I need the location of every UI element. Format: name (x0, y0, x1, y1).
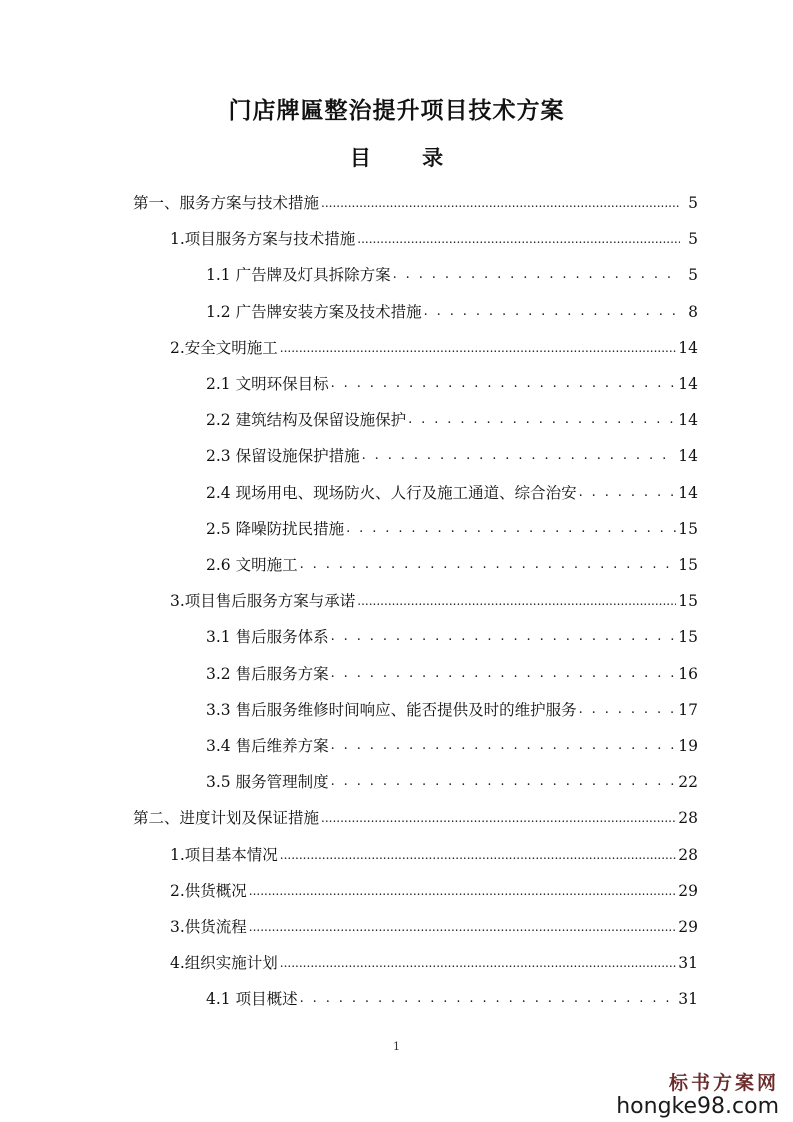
toc-entry-title: 第二、进度计划及保证措施 (133, 809, 320, 827)
toc-heading: 目 录 (349, 146, 466, 170)
toc-dot-leader (321, 805, 676, 830)
toc-entry-title: 1.项目基本情况 (170, 846, 278, 864)
toc-entry-page: 14 (678, 375, 698, 393)
toc-entry-title: 4.1 项目概述 (206, 990, 298, 1008)
toc-entry[interactable] (170, 915, 698, 939)
toc-entry[interactable] (206, 770, 698, 794)
toc-entry-page: 14 (678, 411, 698, 429)
toc-dot-leader (408, 406, 676, 432)
toc-entry-title: 2.4 现场用电、现场防火、人行及施工通道、综合治安 (206, 484, 577, 502)
toc-entry-page: 15 (678, 628, 698, 646)
toc-entry-title: 2.5 降噪防扰民措施 (206, 520, 345, 538)
toc-entry-title: 3.3 售后服务维修时间响应、能否提供及时的维护服务 (206, 701, 577, 719)
toc-entry-title: 2.1 文明环保目标 (206, 375, 329, 393)
toc-dot-leader (393, 261, 680, 287)
toc-dot-leader (280, 335, 676, 360)
toc-entry-page: 31 (678, 954, 698, 972)
toc-entry-title: 1.2 广告牌安装方案及技术措施 (206, 303, 422, 321)
toc-dot-leader (357, 588, 676, 613)
toc-entry-page: 22 (678, 773, 698, 791)
toc-entry[interactable] (206, 372, 698, 396)
toc-dot-leader (579, 696, 677, 722)
toc-entry[interactable] (206, 662, 698, 686)
toc-entry-title: 3.4 售后维养方案 (206, 737, 329, 755)
toc-entry-page: 15 (678, 556, 698, 574)
page-number: 1 (393, 1040, 400, 1053)
toc-dot-leader (249, 914, 676, 939)
toc-dot-leader (331, 370, 677, 396)
toc-entry-page: 17 (678, 701, 698, 719)
toc-dot-leader (331, 660, 677, 686)
toc-entry-page: 15 (678, 592, 698, 610)
toc-entry-page: 5 (688, 266, 698, 284)
toc-entry[interactable] (170, 336, 698, 360)
toc-entry-page: 31 (678, 990, 698, 1008)
toc-entry-page: 29 (678, 882, 698, 900)
toc-entry[interactable] (206, 300, 698, 324)
toc-entry-page: 14 (678, 339, 698, 357)
toc-entry[interactable] (206, 734, 698, 758)
toc-dot-leader (300, 551, 677, 577)
toc-entry-page: 14 (678, 484, 698, 502)
toc-dot-leader (362, 442, 677, 468)
toc-entry[interactable] (170, 951, 698, 975)
toc-entry-title: 第一、服务方案与技术措施 (133, 194, 320, 212)
toc-entry-title: 3.项目售后服务方案与承诺 (170, 592, 356, 610)
toc-entry-title: 2.3 保留设施保护措施 (206, 447, 360, 465)
toc-dot-leader (280, 842, 676, 867)
toc-entry-title: 3.供货流程 (170, 918, 247, 936)
document-title: 门店牌匾整治提升项目技术方案 (228, 98, 565, 124)
toc-entry-page: 5 (688, 194, 698, 212)
toc-entry-page: 8 (688, 303, 698, 321)
toc-entry-page: 29 (678, 918, 698, 936)
toc-entry[interactable] (170, 227, 698, 251)
toc-dot-leader (346, 515, 676, 541)
toc-dot-leader (249, 878, 676, 903)
toc-dot-leader (424, 298, 680, 324)
toc-entry-title: 1.项目服务方案与技术措施 (170, 230, 356, 248)
watermark-en: hongke98.com (616, 1094, 779, 1119)
toc-entry-title: 3.2 售后服务方案 (206, 665, 329, 683)
toc-entry[interactable] (133, 806, 698, 830)
toc-entry[interactable] (170, 879, 698, 903)
toc-entry[interactable] (170, 843, 698, 867)
toc-entry-title: 2.安全文明施工 (170, 339, 278, 357)
toc-entry-title: 3.5 服务管理制度 (206, 773, 329, 791)
toc-entry-page: 5 (688, 230, 698, 248)
toc-entry-page: 14 (678, 447, 698, 465)
toc-entry-title: 3.1 售后服务体系 (206, 628, 329, 646)
toc-entry[interactable] (206, 263, 698, 287)
toc-dot-leader (331, 732, 677, 758)
toc-entry[interactable] (170, 589, 698, 613)
toc-entry[interactable] (133, 191, 698, 215)
toc-entry-title: 4.组织实施计划 (170, 954, 278, 972)
toc-dot-leader (357, 226, 680, 251)
toc-entry[interactable] (206, 698, 698, 722)
toc-entry-page: 28 (678, 809, 698, 827)
watermark-logo (616, 1068, 779, 1119)
toc-entry-page: 15 (678, 520, 698, 538)
toc-entry[interactable] (206, 517, 698, 541)
toc-dot-leader (331, 768, 677, 794)
toc-entry[interactable] (206, 408, 698, 432)
toc-dot-leader (280, 950, 676, 975)
toc-entry-page: 19 (678, 737, 698, 755)
toc-entry[interactable] (206, 481, 698, 505)
toc-entry-title: 2.供货概况 (170, 882, 247, 900)
toc-entry-page: 16 (678, 665, 698, 683)
toc-dot-leader (321, 190, 680, 215)
toc-dot-leader (300, 985, 677, 1011)
toc-entry[interactable] (206, 444, 698, 468)
toc-entry-title: 1.1 广告牌及灯具拆除方案 (206, 266, 391, 284)
toc-dot-leader (579, 479, 677, 505)
toc-entry-title: 2.6 文明施工 (206, 556, 298, 574)
toc-entry-page: 28 (678, 846, 698, 864)
toc-dot-leader (331, 623, 677, 649)
watermark-cn: 标书方案网 (668, 1072, 779, 1094)
toc-entry-title: 2.2 建筑结构及保留设施保护 (206, 411, 407, 429)
toc-entry[interactable] (206, 987, 698, 1011)
toc-entry[interactable] (206, 625, 698, 649)
toc-entry[interactable] (206, 553, 698, 577)
